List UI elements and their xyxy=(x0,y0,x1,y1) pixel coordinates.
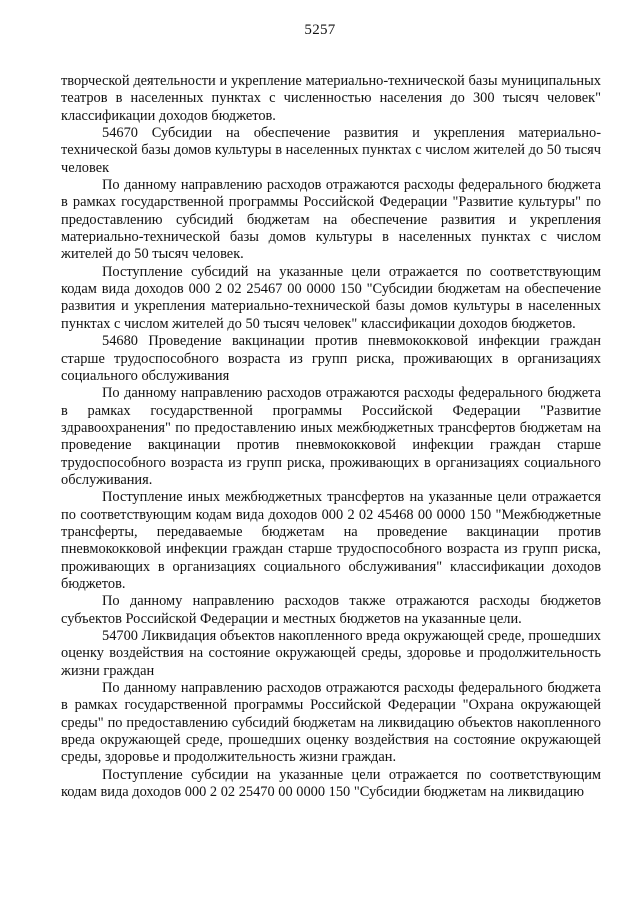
paragraph-heading-54680: 54680 Проведение вакцинации против пневмококковой инфекции граждан старше трудоспособного возраста из групп риска, проживающих в организациях социального обслуживания xyxy=(61,333,601,384)
paragraph-truncated: Поступление субсидии на указанные цели отражается по соответствующим кодам вида доходов 000 2 02 25470 00 0000 150 "Субсидии бюджетам на ликвидацию xyxy=(61,766,601,801)
paragraph: Поступление субсидий на указанные цели отражается по соответствующим кодам вида доходов 000 2 02 25467 00 0000 150 "Субсидии бюджетам на обеспечение развития и укрепления материально-технической базы домов культуры в населенных пунктах с числом жителей до 50 тысяч человек" классификации доходов бюджетов. xyxy=(61,263,601,332)
paragraph-continuation: творческой деятельности и укрепление материально-технической базы муниципальных театров в населенных пунктах с численностью населения до 300 тысяч человек" классификации доходов бюджетов. xyxy=(61,73,601,124)
paragraph-heading-54700: 54700 Ликвидация объектов накопленного вреда окружающей среде, прошедших оценку воздействия на состояние окружающей среды, здоровье и продолжительность жизни граждан xyxy=(61,628,601,679)
paragraph: По данному направлению расходов отражаются расходы федерального бюджета в рамках государственной программы Российской Федерации "Развитие здравоохранения" по предоставлению иных межбюджетных трансфертов бюджетам на проведение вакцинации против пневмококковой инфекции граждан старше трудоспособного возраста из групп риска, проживающих в организациях социального обслуживания. xyxy=(61,385,601,488)
paragraph: Поступление иных межбюджетных трансфертов на указанные цели отражается по соответствующим кодам вида доходов 000 2 02 45468 00 0000 150 "Межбюджетные трансферты, передаваемые бюджетам на проведение вакцинации против пневмококковой инфекции граждан старше трудоспособного возраста из групп риска, проживающих в организациях социального обслуживания" классификации доходов бюджетов. xyxy=(61,489,601,592)
paragraph: По данному направлению расходов отражаются расходы федерального бюджета в рамках государственной программы Российской Федерации "Охрана окружающей среды" по предоставлению субсидий бюджетам на ликвидацию объектов накопленного вреда окружающей среде, прошедших оценку воздействия на состояние окружающей среды, здоровье и продолжительность жизни граждан. xyxy=(61,680,601,766)
paragraph: По данному направлению расходов отражаются расходы федерального бюджета в рамках государственной программы Российской Федерации "Развитие культуры" по предоставлению субсидий бюджетам на обеспечение развития и укрепления материально-технической базы домов культуры в населенных пунктах с числом жителей до 50 тысяч человек. xyxy=(61,177,601,263)
paragraph-heading-54670: 54670 Субсидии на обеспечение развития и укрепления материально-технической базы домов культуры в населенных пунктах с числом жителей до 50 тысяч человек xyxy=(61,125,601,176)
page-number: 5257 xyxy=(304,22,336,38)
paragraph: По данному направлению расходов также отражаются расходы бюджетов субъектов Российской Федерации и местных бюджетов на указанные цели. xyxy=(61,593,601,627)
document-body xyxy=(61,73,601,801)
